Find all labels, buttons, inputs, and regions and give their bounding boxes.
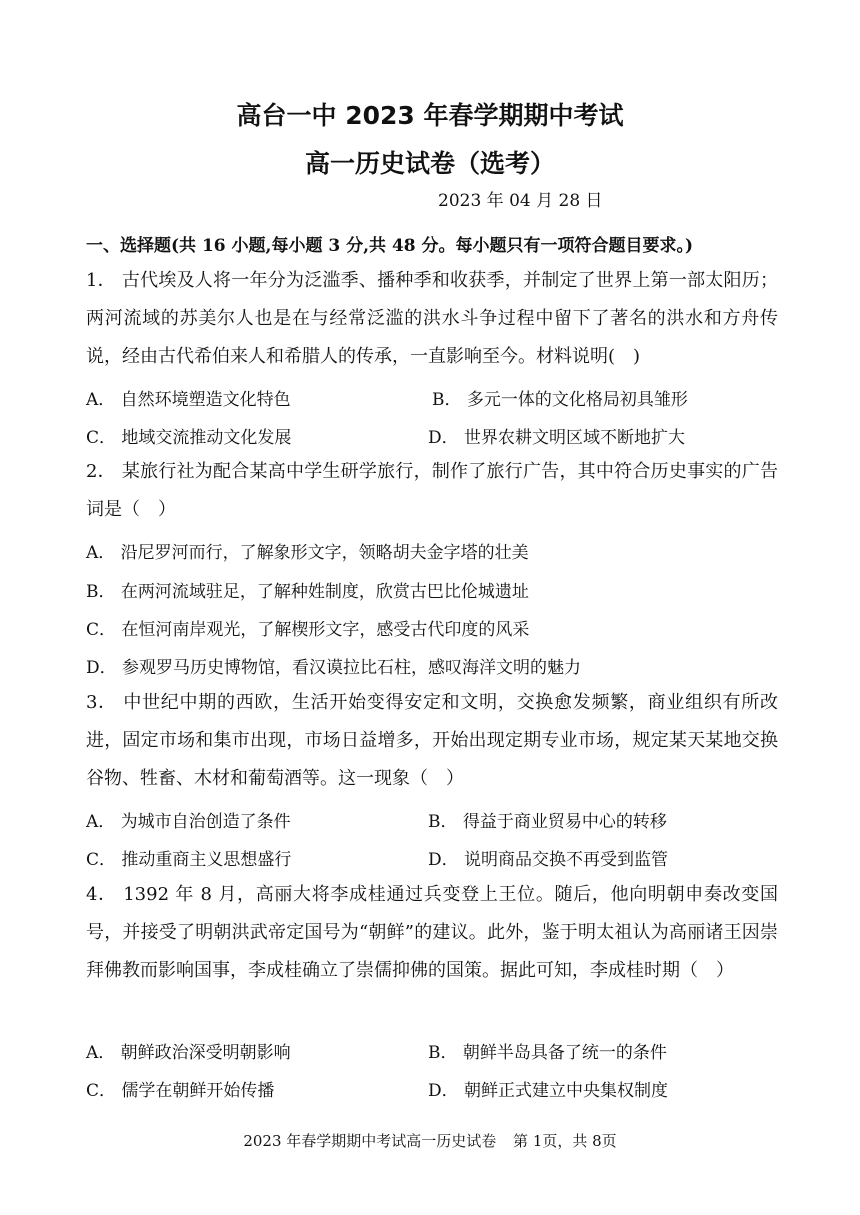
question-1-stem: 1． 古代埃及人将一年分为泛滥季、播种季和收获季，并制定了世界上第一部太阳历；两河流域的苏美尔人也是在与经常泛滥的洪水斗争过程中留下了著名的洪水和方舟传说，经由古代希伯来人和希腊人的传承，一直影响至今。材料说明( )	[86, 270, 778, 367]
page-footer	[0, 1130, 860, 1151]
question-1-option-d: D． 世界农耕文明区域不断地扩大	[428, 428, 686, 448]
question-4-option-c: C． 儒学在朝鲜开始传播	[86, 1081, 275, 1101]
question-3-option-c: C． 推动重商主义思想盛行	[86, 850, 292, 870]
question-4-option-a: A． 朝鲜政治深受明朝影响	[86, 1043, 291, 1063]
question-4-option-d: D． 朝鲜正式建立中央集权制度	[428, 1081, 669, 1101]
question-2-option-a: A． 沿尼罗河而行，了解象形文字，领略胡夫金字塔的壮美	[86, 543, 529, 563]
question-3-stem: 3． 中世纪中期的西欧，生活开始变得安定和文明，交换愈发频繁，商业组织有所改进，固定市场和集市出现，市场日益增多，开始出现定期专业市场，规定某天某地交换谷物、牲畜、木材和葡萄酒等。这一现象（ ）	[86, 692, 778, 789]
question-2-stem: 2． 某旅行社为配合某高中学生研学旅行，制作了旅行广告，其中符合历史事实的广告词是（ ）	[86, 461, 778, 520]
question-2-option-d: D． 参观罗马历史博物馆，看汉谟拉比石柱，感叹海洋文明的魅力	[86, 658, 582, 678]
footer-page-number: 第 1页，共 8页	[513, 1132, 617, 1150]
footer-exam-name: 2023 年春学期期中考试高一历史试卷	[243, 1132, 497, 1150]
question-4-stem: 4． 1392 年 8 月，高丽大将李成桂通过兵变登上王位。随后，他向明朝申奏改变国号，并接受了明朝洪武帝定国号为“朝鲜”的建议。此外，鉴于明太祖认为高丽诸王因崇拜佛教而影响国事，李成桂确立了崇儒抑佛的国策。据此可知，李成桂时期（ ）	[86, 884, 778, 981]
question-2-option-c: C． 在恒河南岸观光，了解楔形文字，感受古代印度的风采	[86, 620, 530, 640]
question-3-option-a: A． 为城市自治创造了条件	[86, 812, 291, 832]
section-heading: 一、选择题(共 16 小题,每小题 3 分,共 48 分。每小题只有一项符合题目要求。)	[86, 236, 694, 256]
question-3-option-b: B． 得益于商业贸易中心的转移	[428, 812, 667, 832]
question-1-option-a: A． 自然环境塑造文化特色	[86, 390, 291, 410]
exam-date: 2023 年 04 月 28 日	[438, 191, 603, 211]
question-1-option-c: C． 地域交流推动文化发展	[86, 428, 292, 448]
question-1-option-b: B． 多元一体的文化格局初具雏形	[432, 390, 688, 410]
question-2-option-b: B． 在两河流域驻足，了解种姓制度，欣赏古巴比伦城遗址	[86, 582, 529, 602]
exam-title: 高台一中 2023 年春学期期中考试	[236, 101, 624, 130]
exam-subtitle: 高一历史试卷（选考）	[304, 149, 555, 178]
question-3-option-d: D． 说明商品交换不再受到监管	[428, 850, 669, 870]
question-4-option-b: B． 朝鲜半岛具备了统一的条件	[428, 1043, 667, 1063]
